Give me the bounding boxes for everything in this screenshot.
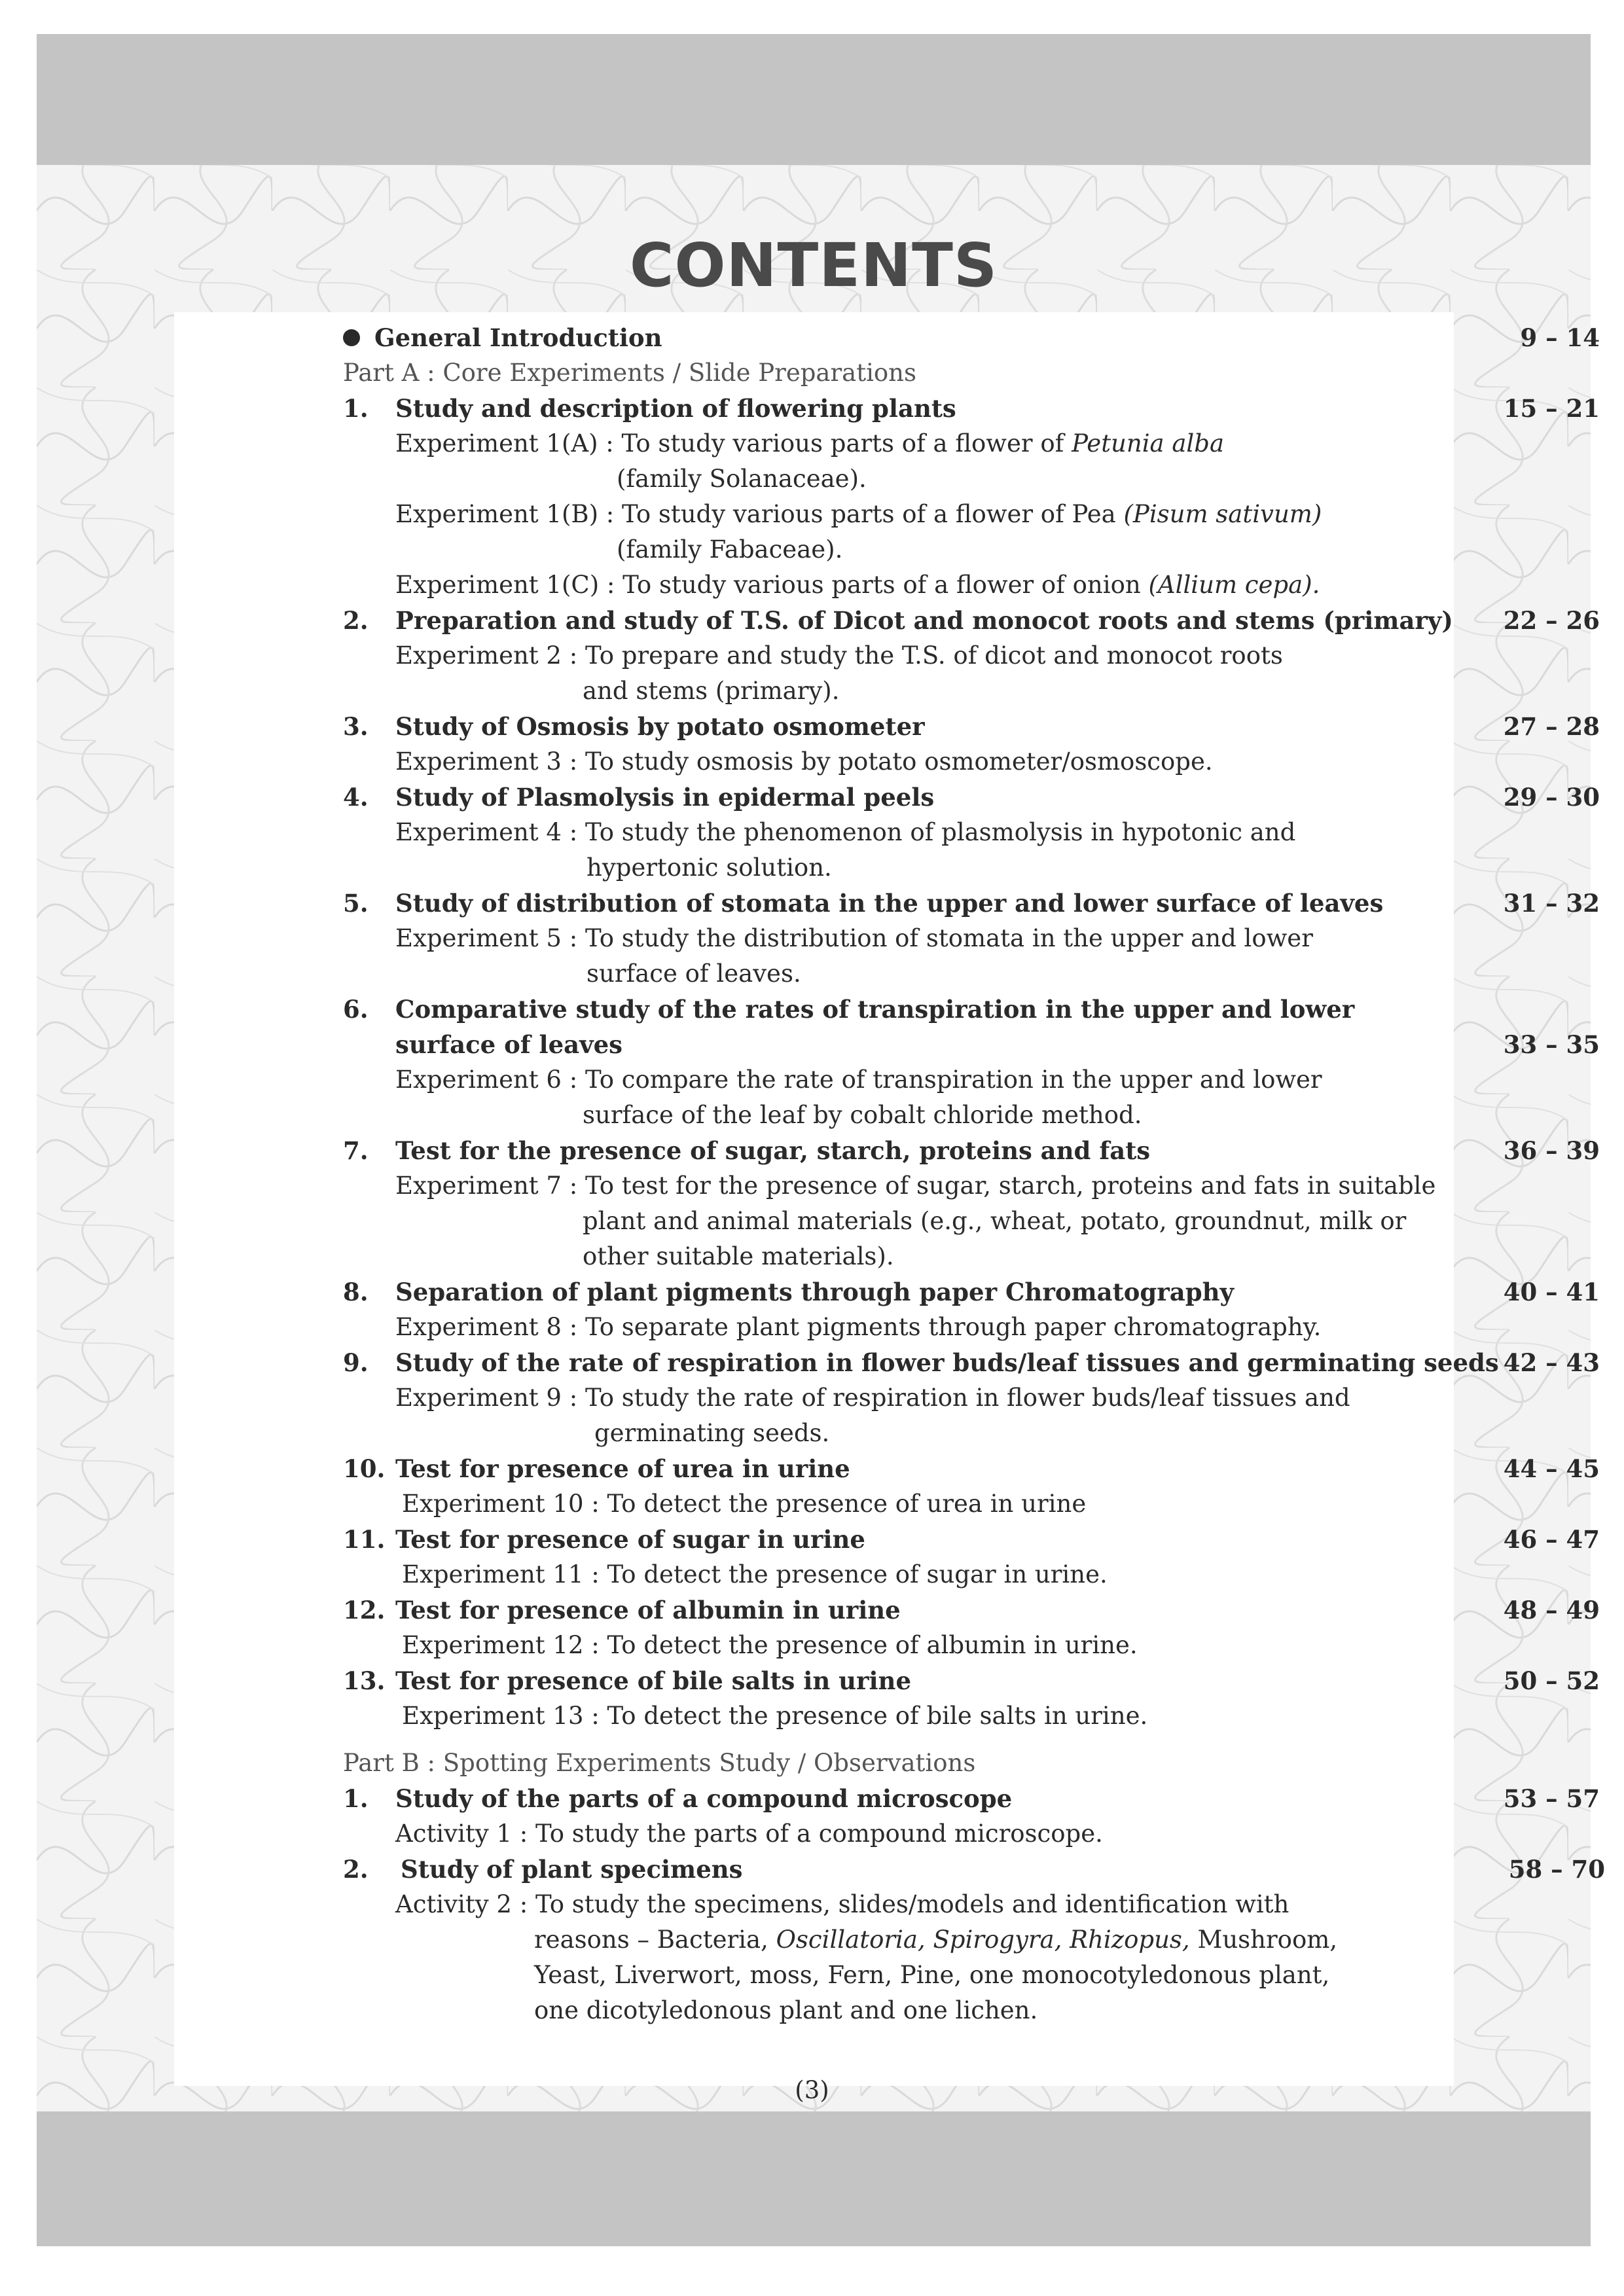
list-item: 4. Study of Plasmolysis in epidermal peels 29 – 30	[343, 783, 1600, 812]
top-band	[37, 34, 1591, 165]
item-title: General Introduction	[374, 323, 662, 352]
list-item: 1. Study of the parts of a compound microscope 53 – 57	[343, 1784, 1600, 1813]
experiment-line: Experiment 4 : To study the phenomenon of plasmolysis in hypotonic and	[395, 818, 1296, 846]
list-item: 3. Study of Osmosis by potato osmometer 27 – 28	[343, 712, 1600, 741]
list-item: 10. Test for presence of urea in urine 44 – 45	[343, 1454, 1600, 1483]
experiment-line: Experiment 9 : To study the rate of respiration in flower buds/leaf tissues and	[395, 1384, 1350, 1412]
activity-line: reasons – Bacteria, Oscillatoria, Spirogyra, Rhizopus, Mushroom,	[534, 1926, 1338, 1954]
experiment-line: Experiment 1(A) : To study various parts of a flower of Petunia alba	[395, 429, 1225, 457]
experiment-line: Experiment 11 : To detect the presence of sugar in urine.	[402, 1560, 1108, 1588]
list-item: 7. Test for the presence of sugar, starch, proteins and fats 36 – 39	[343, 1136, 1600, 1165]
page-title: CONTENTS	[629, 230, 998, 300]
experiment-line: surface of leaves.	[586, 960, 801, 988]
list-item: surface of leaves 33 – 35	[395, 1030, 1600, 1059]
experiment-line: Experiment 7 : To test for the presence of sugar, starch, proteins and fats in suitable	[395, 1172, 1436, 1200]
experiment-line: plant and animal materials (e.g., wheat, potato, groundnut, milk or	[583, 1207, 1407, 1235]
experiment-line: Experiment 6 : To compare the rate of transpiration in the upper and lower	[395, 1066, 1322, 1094]
bullet-icon	[343, 329, 360, 346]
experiment-line: (family Fabaceae).	[617, 535, 843, 564]
list-item: 2. Study of plant specimens 58 – 70	[343, 1855, 1605, 1884]
activity-line: Activity 2 : To study the specimens, slides/models and identification with	[395, 1890, 1290, 1918]
activity-line: Yeast, Liverwort, moss, Fern, Pine, one monocotyledonous plant,	[534, 1961, 1330, 1989]
experiment-line: Experiment 12 : To detect the presence of albumin in urine.	[402, 1631, 1138, 1659]
list-item: 5. Study of distribution of stomata in the upper and lower surface of leaves 31 – 32	[343, 889, 1600, 918]
experiment-line: germinating seeds.	[594, 1419, 830, 1447]
activity-line: Activity 1 : To study the parts of a compound microscope.	[395, 1820, 1103, 1848]
experiment-line: Experiment 8 : To separate plant pigments through paper chromatography.	[395, 1313, 1322, 1341]
experiment-line: Experiment 3 : To study osmosis by potato osmometer/osmoscope.	[395, 747, 1213, 776]
list-item: 2. Preparation and study of T.S. of Dicot and monocot roots and stems (primary) 22 – 26	[343, 606, 1600, 635]
list-item: 13. Test for presence of bile salts in urine 50 – 52	[343, 1666, 1600, 1695]
activity-line: one dicotyledonous plant and one lichen.	[534, 1996, 1038, 2024]
part-a-heading: Part A : Core Experiments / Slide Preparations	[343, 359, 917, 387]
experiment-line: other suitable materials).	[583, 1242, 894, 1270]
list-item: 8. Separation of plant pigments through paper Chromatography 40 – 41	[343, 1278, 1600, 1306]
page-frame	[37, 34, 1605, 2246]
item-pages: 9 – 14	[1520, 323, 1600, 352]
experiment-line: and stems (primary).	[583, 677, 840, 705]
list-item	[343, 320, 1600, 355]
list-item: 1. Study and description of flowering plants 15 – 21	[343, 394, 1600, 423]
list-item: 12. Test for presence of albumin in urine 48 – 49	[343, 1596, 1600, 1624]
experiment-line: Experiment 13 : To detect the presence of bile salts in urine.	[402, 1702, 1148, 1730]
list-item: 6. Comparative study of the rates of transpiration in the upper and lower	[343, 995, 1355, 1024]
list-item: 9. Study of the rate of respiration in flower buds/leaf tissues and germinating seeds 42 – 43	[343, 1348, 1600, 1377]
experiment-line: (family Solanaceae).	[617, 465, 867, 493]
experiment-line: Experiment 2 : To prepare and study the T.S. of dicot and monocot roots	[395, 641, 1283, 670]
experiment-line: Experiment 1(B) : To study various parts of a flower of Pea (Pisum sativum)	[395, 500, 1322, 528]
experiment-line: Experiment 10 : To detect the presence of urea in urine	[402, 1490, 1087, 1518]
list-item: 11. Test for presence of sugar in urine 46 – 47	[343, 1525, 1600, 1554]
experiment-line: Experiment 1(C) : To study various parts of a flower of onion (Allium cepa).	[395, 571, 1320, 599]
experiment-line: Experiment 5 : To study the distribution of stomata in the upper and lower	[395, 924, 1313, 952]
part-b-heading: Part B : Spotting Experiments Study / Observations	[343, 1749, 976, 1777]
experiment-line: hypertonic solution.	[586, 853, 832, 882]
contents-panel	[174, 312, 1605, 2086]
bottom-band	[37, 2111, 1591, 2246]
page-number: (3)	[795, 2076, 829, 2104]
experiment-line: surface of the leaf by cobalt chloride method.	[583, 1101, 1142, 1129]
